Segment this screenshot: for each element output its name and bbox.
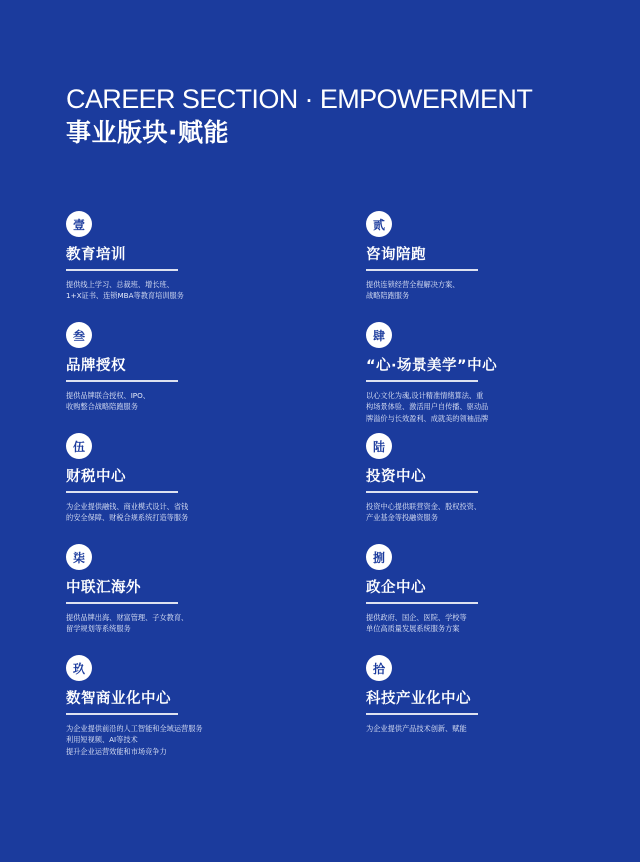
section-number-badge: 拾 [366, 655, 392, 681]
section-number-badge: 贰 [366, 211, 392, 237]
section-heading: 教育培训 [66, 247, 126, 263]
section-underline [366, 269, 478, 271]
section-number-badge: 捌 [366, 544, 392, 570]
description-line: 以心文化为魂,设计精准情绪算法、重 [366, 390, 484, 400]
section-finance-tax-center [66, 433, 306, 524]
section-number-badge: 陆 [366, 433, 392, 459]
description-line: 的安全保障、财税合规系统打造等服务 [66, 513, 189, 522]
description-line: 1+X证书、连锁MBA等教育培训服务 [66, 291, 184, 300]
section-underline [366, 380, 478, 382]
description-line: 提供线上学习、总裁班、增长班、 [66, 279, 174, 289]
section-underline [66, 491, 178, 493]
section-government-enterprise-center [366, 544, 606, 635]
section-number-badge: 柒 [66, 544, 92, 570]
section-description [366, 612, 606, 635]
description-line: 留学规划等系统服务 [66, 624, 131, 633]
description-line: 战略陪跑服务 [366, 291, 410, 300]
section-underline [366, 602, 478, 604]
description-line: 构场景体验、激活用户自传播、驱动品 [366, 402, 489, 411]
description-line: 提升企业运营效能和市场竞争力 [66, 746, 167, 756]
description-line: 提供政府、国企、医院、学校等 [366, 612, 467, 622]
section-overseas [66, 544, 306, 635]
description-line: 提供品牌出海、财富管理、子女教育、 [66, 612, 189, 622]
description-line: 为企业提供产品技术创新、赋能 [366, 723, 467, 733]
description-line: 产业基金等投融资服务 [366, 513, 438, 522]
section-number-badge: 壹 [66, 211, 92, 237]
description-line: 单位高质量发展系统服务方案 [366, 624, 460, 633]
section-number-badge: 肆 [366, 322, 392, 348]
section-heading: 投资中心 [366, 469, 426, 485]
description-line: 牌溢价与长效盈利、成就美的领袖品牌 [366, 413, 489, 423]
section-description [366, 501, 606, 524]
section-heading: 财税中心 [66, 469, 126, 485]
section-description [366, 279, 606, 302]
section-heading: 中联汇海外 [66, 580, 141, 596]
section-description [66, 279, 306, 302]
description-line: 收购整合战略陪跑服务 [66, 402, 138, 411]
section-number-badge: 叁 [66, 322, 92, 348]
section-digital-commercialization [66, 655, 306, 757]
page-title-english: CAREER SECTION · EMPOWERMENT [66, 84, 533, 114]
description-line: 投资中心提供联营资金、股权投资、 [366, 501, 482, 511]
page-title-chinese: 事业版块·赋能 [66, 118, 229, 147]
section-underline [66, 713, 178, 715]
section-education-training [66, 211, 306, 302]
description-line: 提供连锁经营全程解决方案、 [366, 279, 460, 289]
section-underline [366, 713, 478, 715]
section-description [66, 501, 306, 524]
section-heading: 数智商业化中心 [66, 691, 171, 707]
section-description [66, 723, 306, 758]
section-underline [66, 269, 178, 271]
section-heading: 科技产业化中心 [366, 691, 471, 707]
section-description [366, 390, 606, 425]
section-description [66, 390, 306, 413]
section-description [66, 612, 306, 635]
section-heading: 品牌授权 [66, 358, 126, 374]
description-line: 提供品牌联合授权、IPO、 [66, 390, 150, 400]
section-underline [66, 602, 178, 604]
section-heading: 政企中心 [366, 580, 426, 596]
description-line: 为企业提供融钱、商业模式设计、省钱 [66, 501, 189, 511]
section-number-badge: 伍 [66, 433, 92, 459]
section-brand-licensing [66, 322, 306, 413]
description-line: 为企业提供前沿的人工智能和全域运营服务 [66, 723, 203, 733]
section-consulting [366, 211, 606, 302]
section-underline [366, 491, 478, 493]
section-heading: “心·场景美学”中心 [366, 358, 498, 374]
section-scene-aesthetics-center [366, 322, 606, 424]
section-tech-industrialization [366, 655, 606, 734]
section-number-badge: 玖 [66, 655, 92, 681]
description-line: 利用短视频、AI等技术 [66, 735, 138, 744]
section-underline [66, 380, 178, 382]
section-description [366, 723, 606, 735]
section-investment-center [366, 433, 606, 524]
section-heading: 咨询陪跑 [366, 247, 426, 263]
